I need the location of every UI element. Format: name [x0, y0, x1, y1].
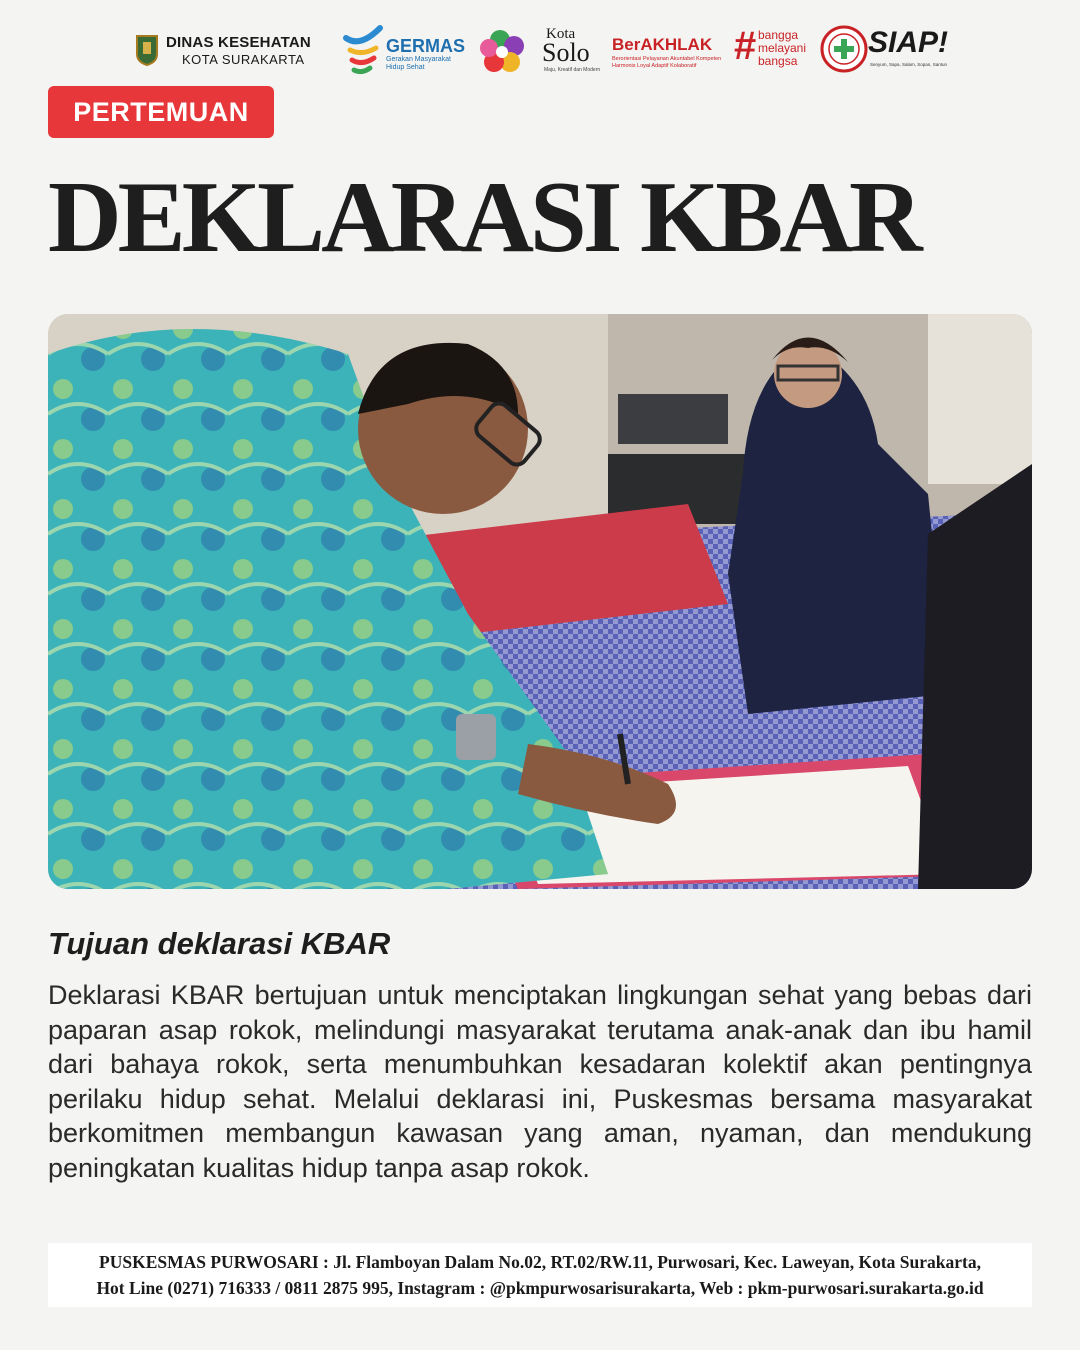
siap-logo — [820, 22, 950, 82]
footer-contact — [48, 1243, 1032, 1307]
dinkes-shield-icon — [135, 34, 159, 66]
section-subheading: Tujuan deklarasi KBAR — [48, 926, 391, 961]
bangga-melayani-logo — [734, 22, 820, 82]
kota-solo-tagline: Maju, Kreatif dan Modern — [544, 67, 601, 73]
kota-solo-top: Kota — [546, 26, 576, 42]
dinkes-subtitle: KOTA SURAKARTA — [182, 52, 305, 67]
bangga-line1: bangga — [758, 28, 799, 42]
bangga-hash: # — [734, 24, 757, 68]
body-paragraph: Deklarasi KBAR bertujuan untuk menciptakan lingkungan sehat yang bebas dari paparan asap rokok, melindungi masyarakat terutama anak-anak dan ibu hamil dari bahaya rokok, serta menumbuhkan kesadaran kolektif akan pentingnya perilaku hidup sehat. Melalui deklarasi ini, Puskesmas bersama masyarakat berkomitmen membangun kawasan yang aman, nyaman, dan mendukung peningkatan kualitas hidup tanpa asap rokok. — [48, 980, 1032, 1183]
bangga-lines — [758, 29, 806, 68]
kota-solo-main: Solo — [542, 38, 590, 67]
partner-logos — [130, 22, 950, 82]
siap-text: SIAP! — [868, 26, 949, 59]
dinkes-logo — [130, 22, 335, 82]
germas-logo — [338, 22, 468, 82]
headline: DEKLARASI KBAR — [48, 161, 919, 274]
bangga-line2: melayani — [758, 41, 807, 55]
siap-subtitle: Senyum, Sapa, Salam, Sopan, Santun — [870, 62, 948, 67]
signing-photo-illustration — [48, 314, 1032, 889]
signing-photo — [48, 314, 1032, 889]
germas-subtitle: Gerakan Masyarakat Hidup Sehat — [386, 56, 451, 71]
germas-title: GERMAS — [386, 36, 466, 56]
health-seal-icon — [820, 25, 868, 73]
footer-address: PUSKESMAS PURWOSARI : Jl. Flamboyan Dalam No.02, RT.02/RW.11, Purwosari, Kec. Laweyan, Kota Surakarta, — [99, 1252, 981, 1272]
kota-solo-logo — [478, 22, 603, 82]
footer-contacts: Hot Line (0271) 716333 / 0811 2875 995, Instagram : @pkmpurwosarisurakarta, Web : pkm-purwosari.surakarta.go.id — [96, 1278, 984, 1298]
berakhlak-logo — [612, 22, 734, 82]
bangga-line3: bangsa — [758, 54, 798, 68]
germas-figure-icon — [340, 24, 386, 78]
berakhlak-title: BerAKHLAK — [612, 35, 713, 54]
kota-solo-flower-icon — [478, 26, 538, 78]
berakhlak-subtitle: Berorientasi Pelayanan Akuntabel Kompeten Harmonis Loyal Adaptif Kolaboratif — [612, 56, 722, 69]
category-badge: PERTEMUAN — [48, 86, 274, 138]
dinkes-title: DINAS KESEHATAN — [166, 34, 311, 51]
